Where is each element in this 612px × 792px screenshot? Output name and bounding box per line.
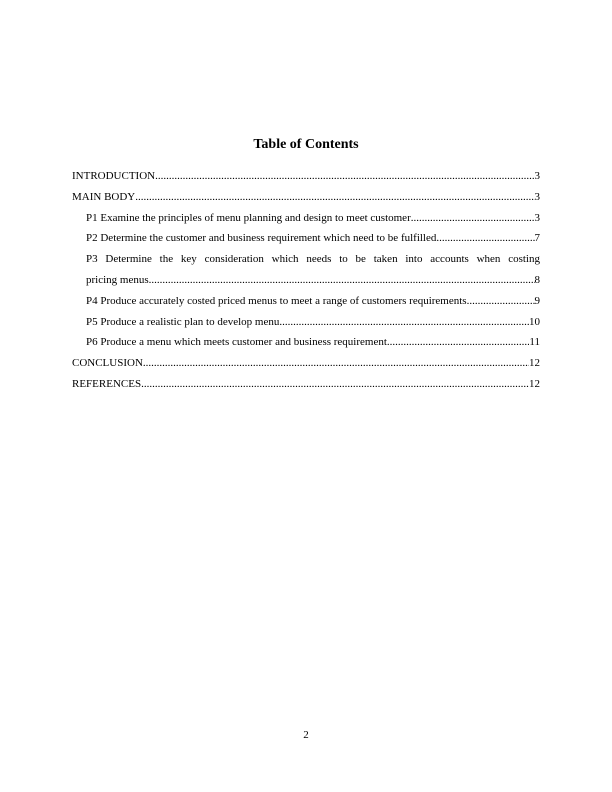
- toc-entry-text: P4 Produce accurately costed priced menus to meet a range of customers requirements: [86, 294, 467, 307]
- toc-entry-main-body[interactable]: [72, 187, 540, 208]
- toc-entry-text: P6 Produce a menu which meets customer and business requirement.: [86, 336, 390, 349]
- toc-entry-references[interactable]: [72, 374, 540, 395]
- toc-entry-text: CONCLUSION: [72, 357, 143, 370]
- toc-entry-p2[interactable]: [72, 228, 540, 249]
- toc-entry-page: 12: [529, 357, 540, 370]
- toc-leader-dots: [411, 208, 535, 229]
- toc-leader-dots: [135, 187, 534, 208]
- table-of-contents: [72, 166, 540, 395]
- toc-leader-dots: [439, 228, 534, 249]
- toc-entry-page: 12: [529, 377, 540, 390]
- toc-entry-p3[interactable]: [72, 249, 540, 291]
- toc-entry-text: P2 Determine the customer and business requirement which need to be fulfilled.: [86, 232, 440, 245]
- toc-entry-page: 3: [534, 211, 540, 224]
- toc-entry-text: MAIN BODY: [72, 190, 136, 203]
- toc-entry-text: REFERENCES: [72, 377, 142, 390]
- toc-entry-p1[interactable]: [72, 208, 540, 229]
- toc-entry-text: P5 Produce a realistic plan to develop menu.: [86, 315, 283, 328]
- toc-leader-dots: [143, 353, 529, 374]
- toc-leader-dots: [141, 374, 529, 395]
- toc-entry-page: 9: [534, 294, 540, 307]
- toc-entry-text: INTRODUCTION: [72, 170, 156, 182]
- toc-entry-page: 11: [529, 336, 540, 349]
- toc-entry-p5[interactable]: [72, 312, 540, 333]
- toc-entry-introduction[interactable]: [72, 166, 540, 187]
- toc-entry-page: 3: [534, 190, 540, 203]
- toc-leader-dots: [467, 291, 535, 312]
- toc-leader-dots: [155, 166, 534, 187]
- toc-leader-dots: [282, 312, 529, 333]
- toc-entry-page: 7: [534, 232, 540, 245]
- toc-entry-conclusion[interactable]: [72, 353, 540, 374]
- toc-entry-p6[interactable]: [72, 332, 540, 353]
- toc-entry-p4[interactable]: [72, 291, 540, 312]
- toc-leader-dots: [149, 270, 535, 291]
- page-number: 2: [303, 729, 309, 741]
- toc-entry-page: 3: [534, 170, 540, 182]
- toc-entry-text-line2: pricing menus: [86, 273, 149, 286]
- toc-leader-dots: [390, 332, 530, 353]
- toc-title: Table of Contents: [253, 137, 359, 152]
- toc-entry-line2: [86, 270, 540, 291]
- toc-entry-page: 10: [529, 315, 540, 328]
- toc-entry-text: P1 Examine the principles of menu planning and design to meet customer: [86, 211, 411, 224]
- toc-entry-text-line1: P3 Determine the key consideration which needs to be taken into accounts when costing: [86, 253, 540, 266]
- toc-entry-page: 8: [534, 273, 540, 286]
